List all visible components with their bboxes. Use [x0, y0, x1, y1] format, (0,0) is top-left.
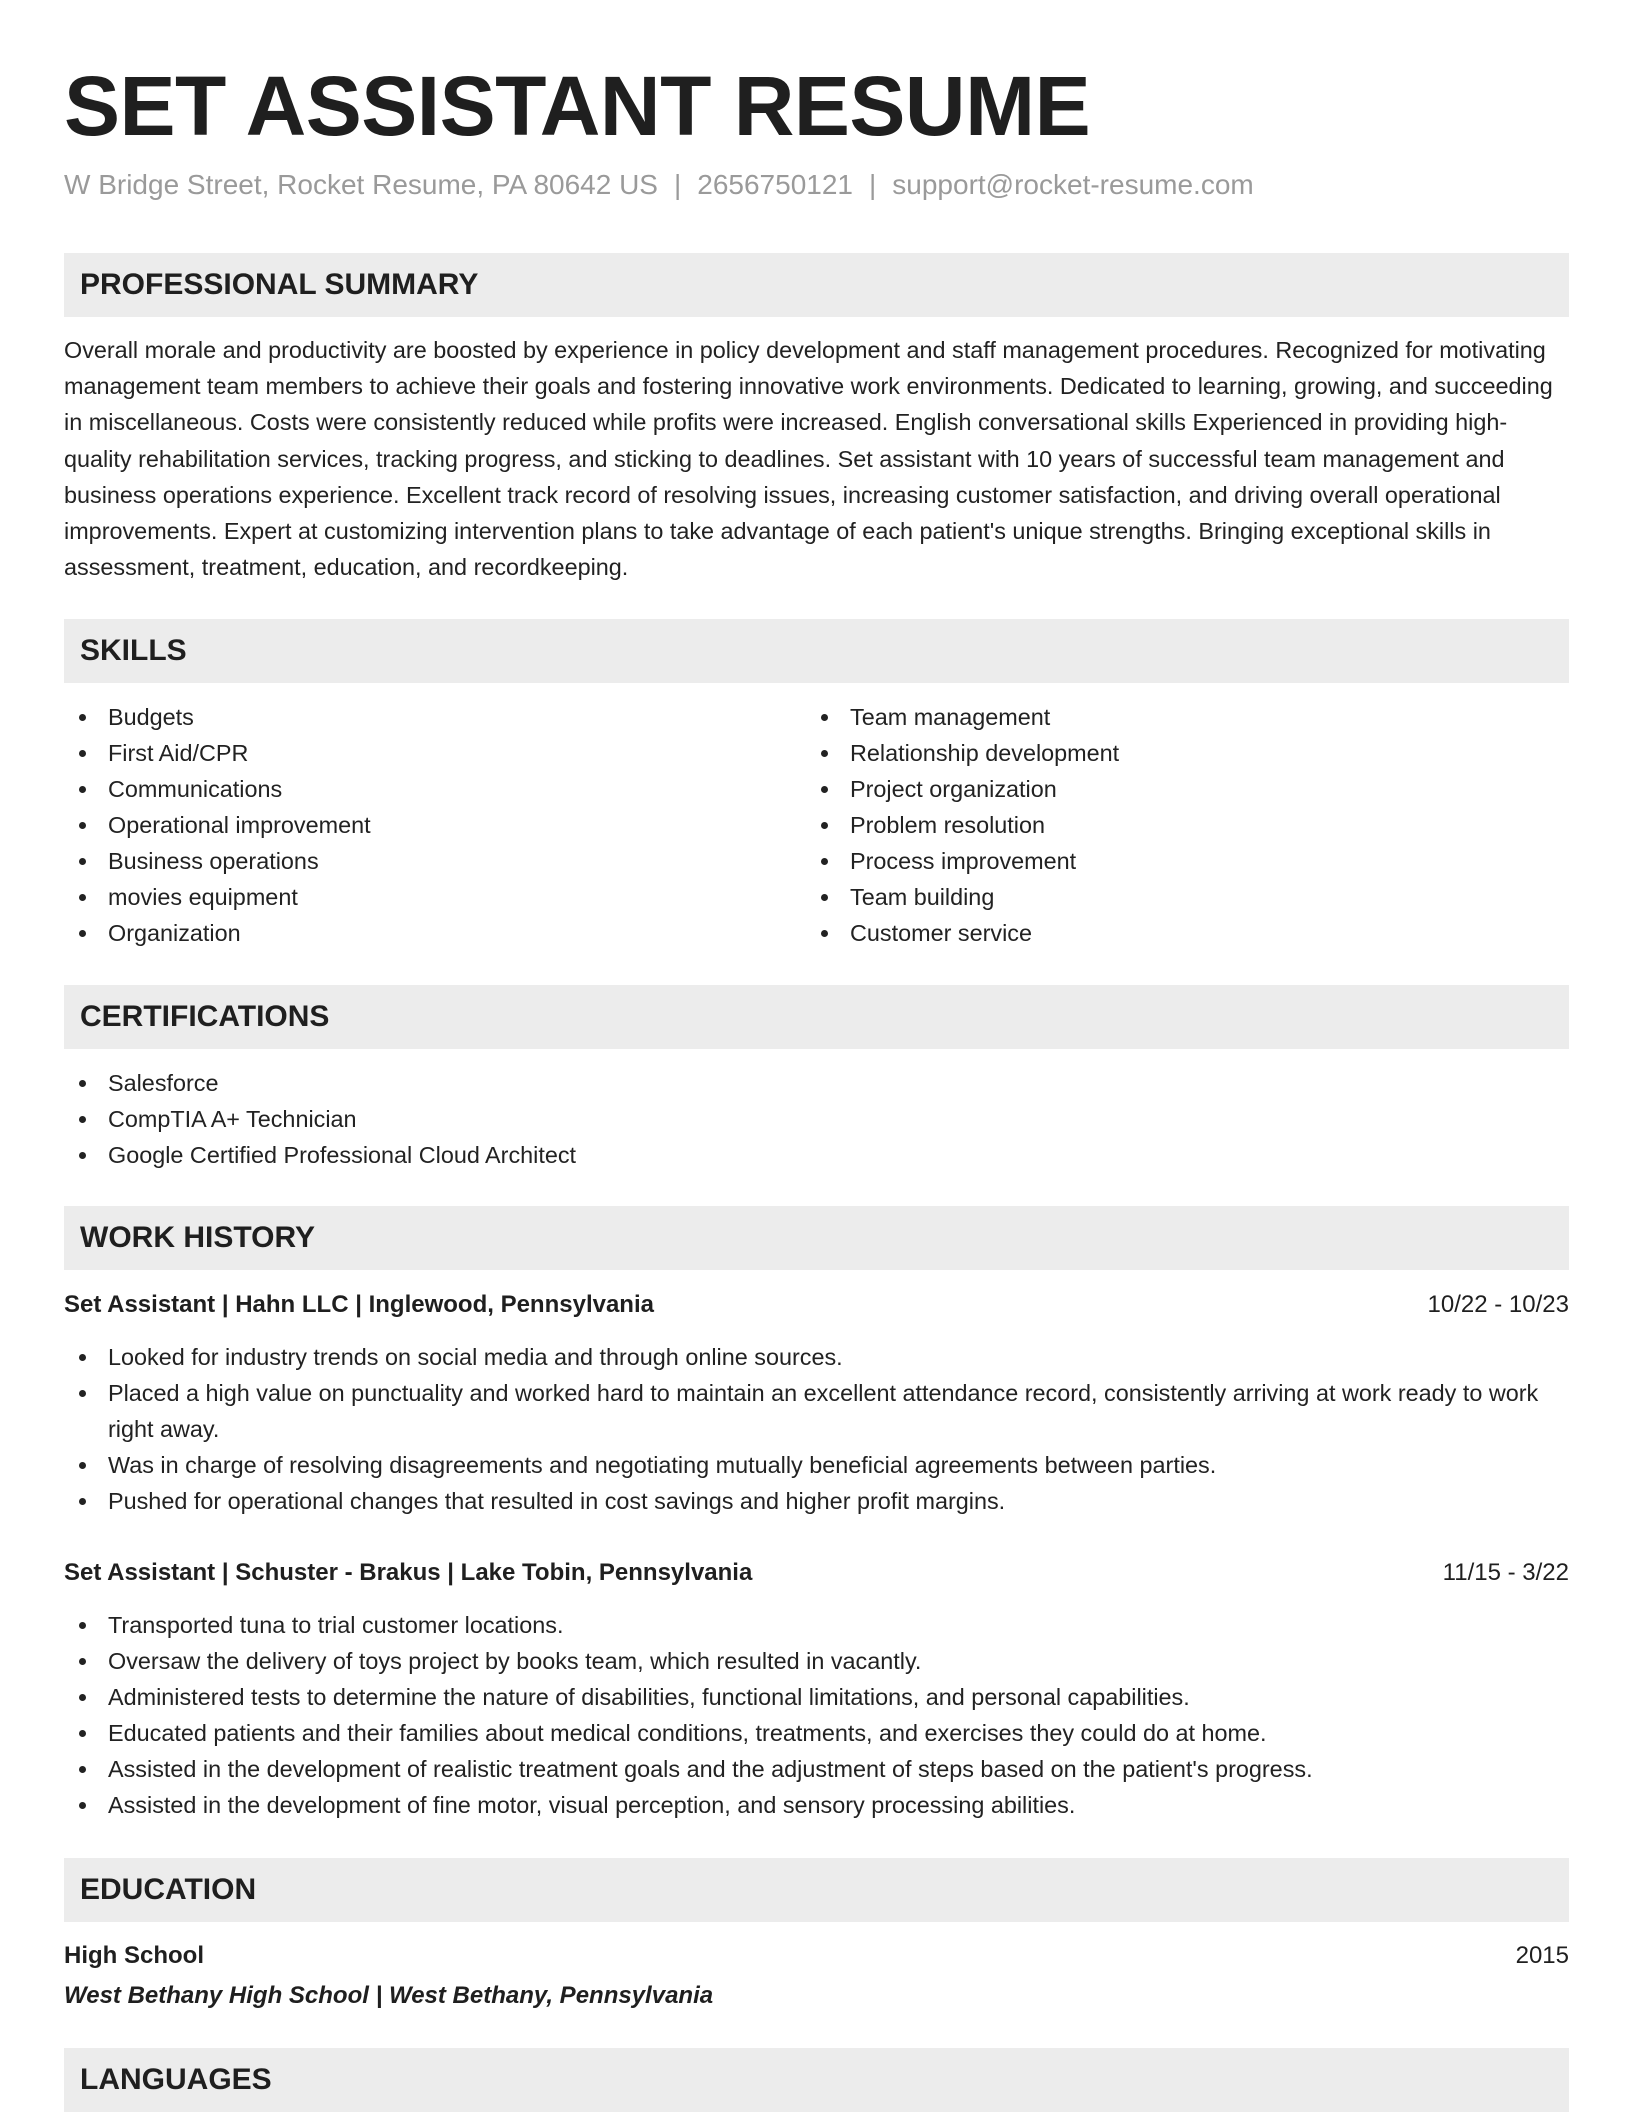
list-item: movies equipment: [64, 879, 784, 915]
list-item: Team building: [806, 879, 1526, 915]
section-heading-education: EDUCATION: [64, 1858, 1569, 1922]
list-item: Educated patients and their families about medical conditions, treatments, and exercises they could do at home.: [64, 1715, 1569, 1751]
list-item: Google Certified Professional Cloud Architect: [64, 1137, 1569, 1173]
section-heading-skills: SKILLS: [64, 619, 1569, 683]
section-heading-work-history: WORK HISTORY: [64, 1206, 1569, 1270]
job-dates: 10/22 - 10/23: [1427, 1291, 1569, 1318]
list-item: Project organization: [806, 771, 1526, 807]
list-item: Organization: [64, 915, 784, 951]
job-title: Set Assistant | Hahn LLC | Inglewood, Pennsylvania: [64, 1291, 654, 1318]
contact-line: [64, 168, 1254, 202]
list-item: Oversaw the delivery of toys project by books team, which resulted in vacantly.: [64, 1643, 1569, 1679]
list-item: Communications: [64, 771, 784, 807]
skills-list-right: [806, 699, 1526, 951]
list-item: Assisted in the development of fine motor, visual perception, and sensory processing abilities.: [64, 1787, 1569, 1823]
section-heading-languages: LANGUAGES: [64, 2048, 1569, 2112]
summary-text: Overall morale and productivity are boosted by experience in policy development and staff management procedures. Recognized for motivating management team members to achieve their goals and fostering innovative work environments. Dedicated to learning, growing, and succeeding in miscellaneous. Costs were consistently reduced while profits were increased. English conversational skills Experienced in providing high-quality rehabilitation services, tracking progress, and sticking to deadlines. Set assistant with 10 years of successful team management and business operations experience. Excellent track record of resolving issues, increasing customer satisfaction, and driving overall operational improvements. Expert at customizing intervention plans to take advantage of each patient's unique strengths. Bringing exceptional skills in assessment, treatment, education, and recordkeeping.: [64, 337, 1553, 581]
section-heading-summary: PROFESSIONAL SUMMARY: [64, 253, 1569, 317]
list-item: Relationship development: [806, 735, 1526, 771]
list-item: Customer service: [806, 915, 1526, 951]
list-item: Business operations: [64, 843, 784, 879]
list-item: Placed a high value on punctuality and worked hard to maintain an excellent attendance record, consistently arriving at work ready to work right away.: [64, 1375, 1569, 1447]
section-heading-certifications: CERTIFICATIONS: [64, 985, 1569, 1049]
list-item: Pushed for operational changes that resulted in cost savings and higher profit margins.: [64, 1483, 1569, 1519]
contact-email: support@rocket-resume.com: [892, 169, 1254, 200]
education-school: West Bethany High School | West Bethany, Pennsylvania: [64, 1982, 714, 2009]
job-bullets: [64, 1339, 1569, 1519]
contact-phone: 2656750121: [697, 169, 853, 200]
job-bullets: [64, 1607, 1569, 1823]
education-degree: High School: [64, 1942, 204, 1969]
certifications-list: [64, 1065, 1569, 1173]
list-item: Process improvement: [806, 843, 1526, 879]
list-item: Transported tuna to trial customer locations.: [64, 1607, 1569, 1643]
job-dates: 11/15 - 3/22: [1442, 1559, 1569, 1586]
contact-separator: |: [673, 169, 682, 200]
list-item: Operational improvement: [64, 807, 784, 843]
list-item: Assisted in the development of realistic treatment goals and the adjustment of steps based on the patient's progress.: [64, 1751, 1569, 1787]
contact-separator: |: [869, 169, 877, 200]
list-item: Team management: [806, 699, 1526, 735]
list-item: Looked for industry trends on social media and through online sources.: [64, 1339, 1569, 1375]
contact-address: W Bridge Street, Rocket Resume, PA 80642 US: [64, 169, 658, 200]
resume-title: SET ASSISTANT RESUME: [64, 59, 1091, 153]
list-item: Was in charge of resolving disagreements and negotiating mutually beneficial agreements between parties.: [64, 1447, 1569, 1483]
list-item: Problem resolution: [806, 807, 1526, 843]
list-item: Salesforce: [64, 1065, 1569, 1101]
list-item: Administered tests to determine the nature of disabilities, functional limitations, and personal capabilities.: [64, 1679, 1569, 1715]
list-item: Budgets: [64, 699, 784, 735]
list-item: First Aid/CPR: [64, 735, 784, 771]
job-title: Set Assistant | Schuster - Brakus | Lake Tobin, Pennsylvania: [64, 1559, 753, 1586]
skills-list-left: [64, 699, 784, 951]
list-item: CompTIA A+ Technician: [64, 1101, 1569, 1137]
education-year: 2015: [1515, 1942, 1569, 1969]
